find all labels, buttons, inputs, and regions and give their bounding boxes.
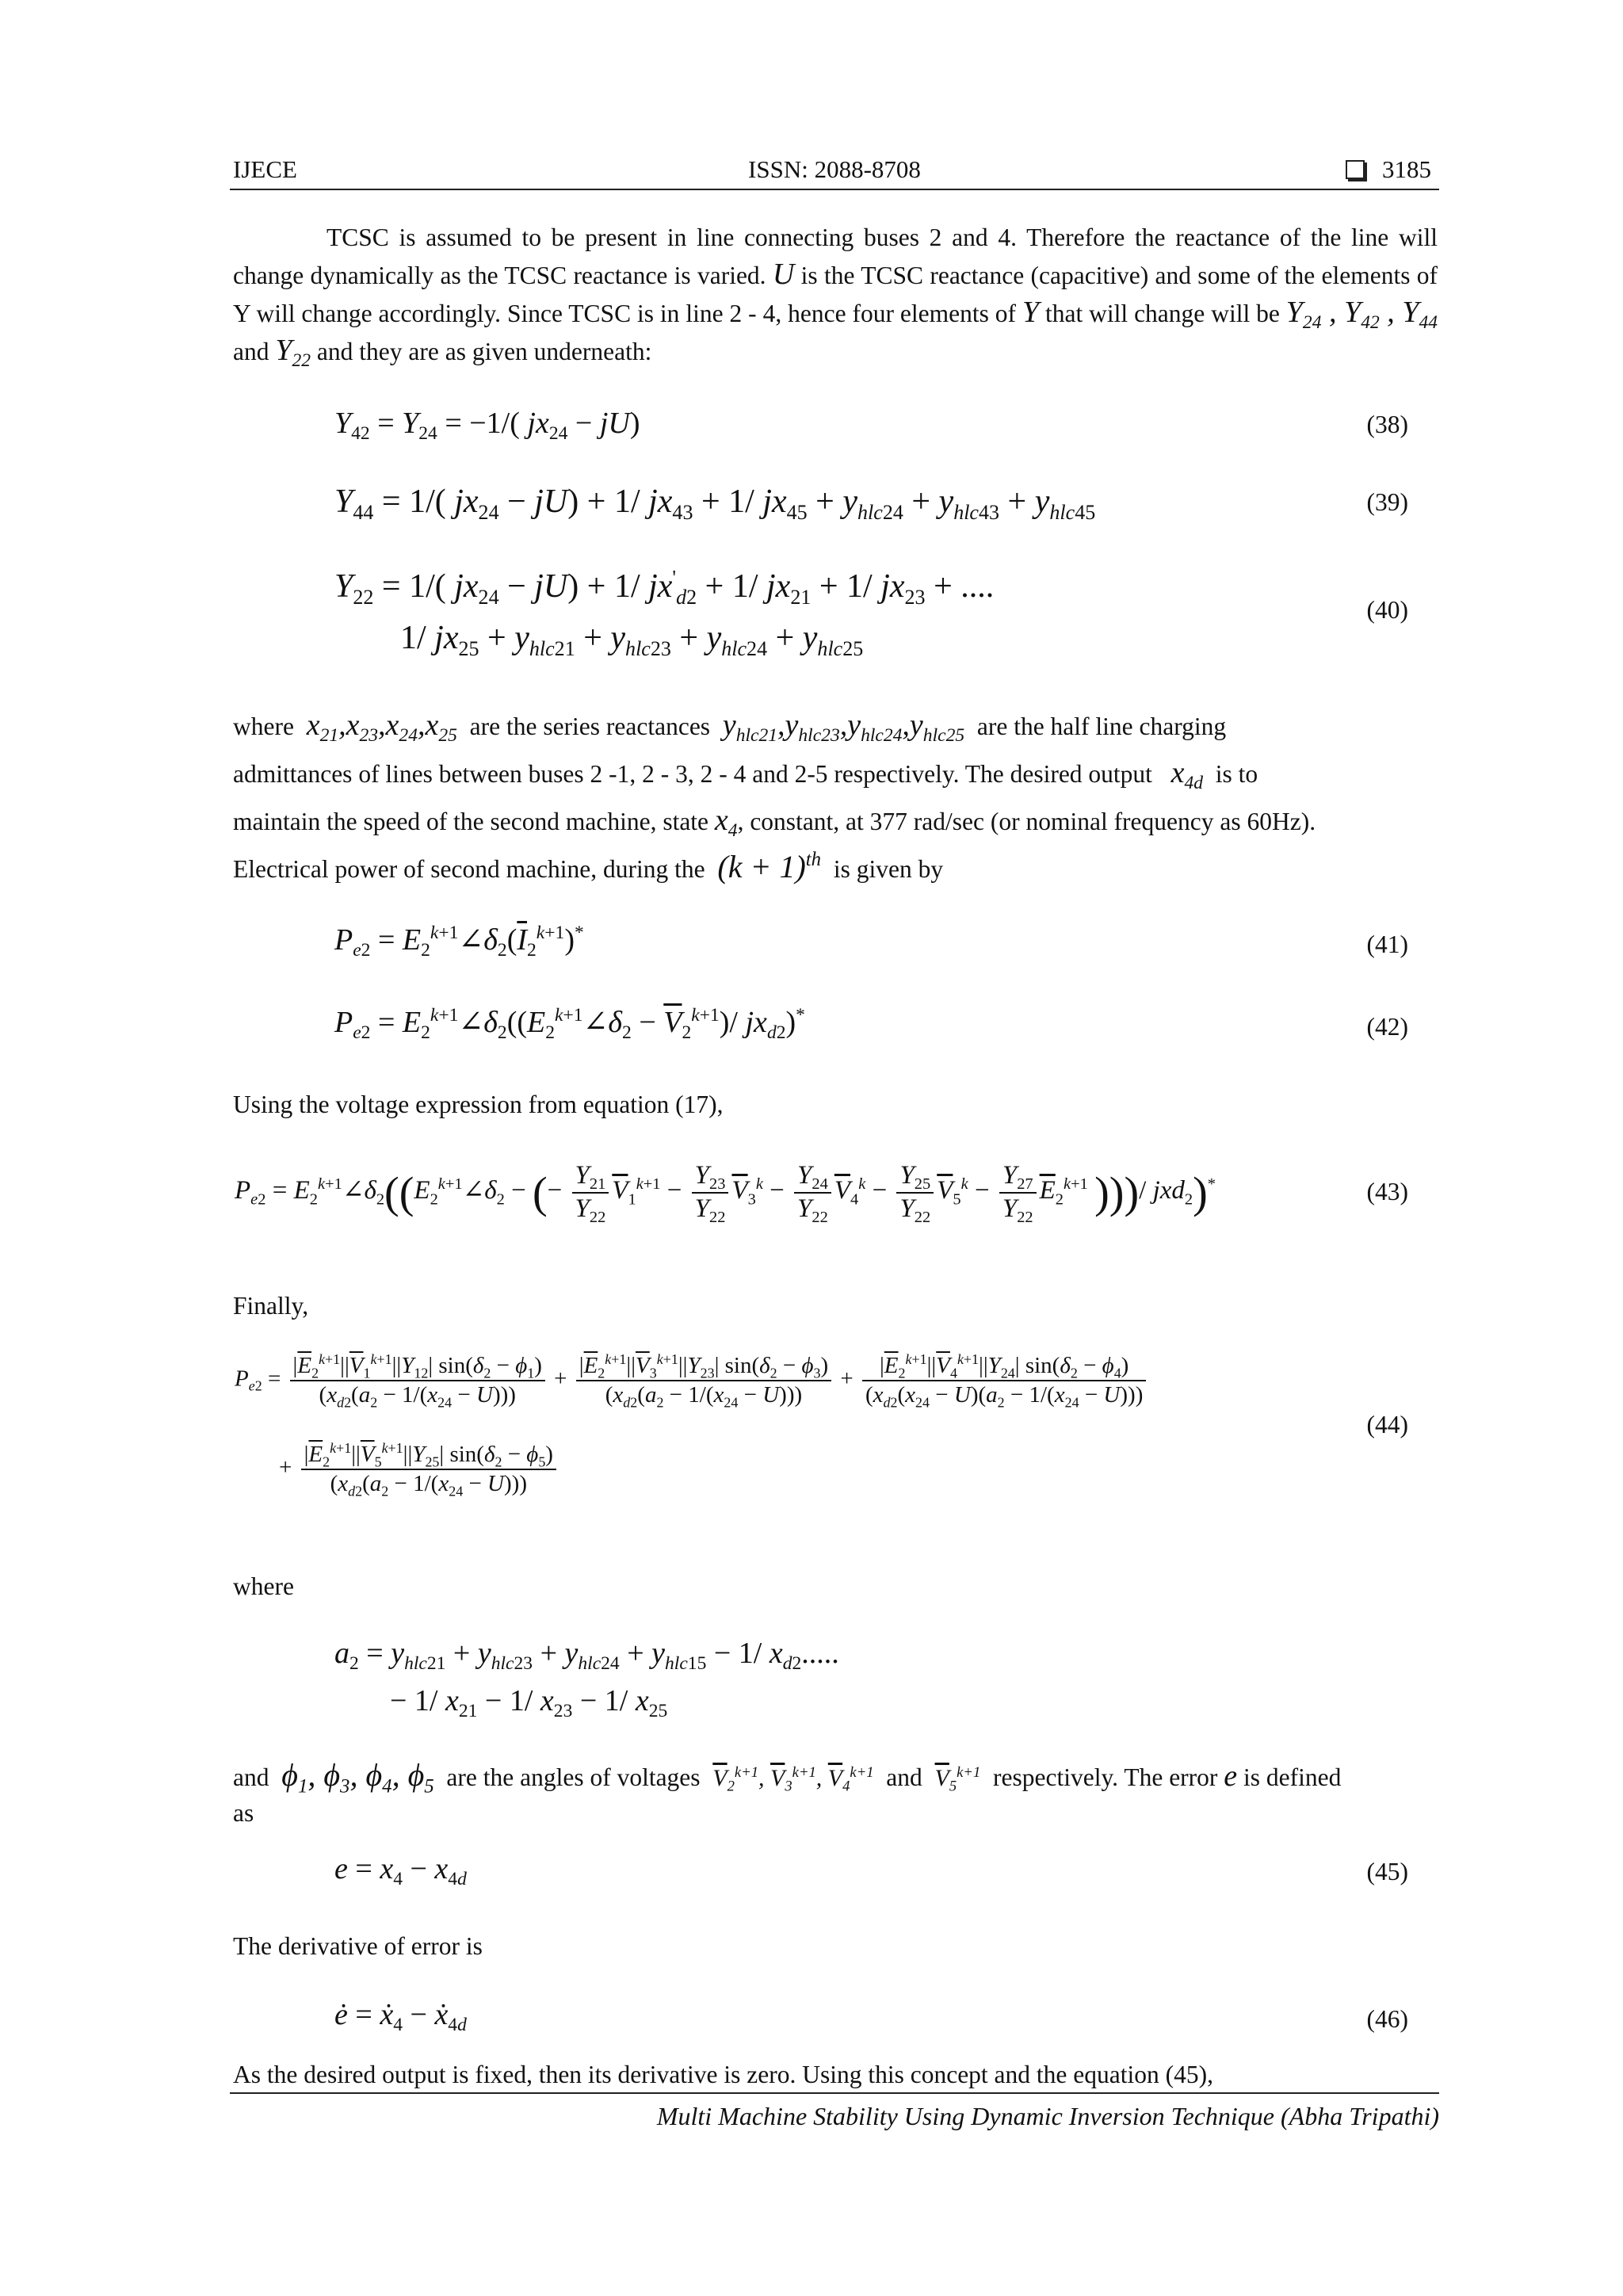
para4-line2: as (233, 1799, 254, 1827)
para1-text-y: that will change will be (1045, 300, 1280, 327)
para1-text: TCSC is assumed to be present in line connecting buses 2 and 4. Therefore the reactance of the line will change dynamically as the TCSC reactance is varied. (233, 223, 1438, 289)
equation-number-38: (38) (1366, 411, 1408, 438)
symbol-y: Y (1022, 296, 1040, 329)
equation-number-44: (44) (1366, 1411, 1408, 1438)
equation-38: $Y_{42} = Y_{24} = -1/$( $jx_{24} - jU$) (334, 407, 640, 445)
equation-40-line1: $Y_{22} = 1/$( $jx_{24} - jU) + 1/$ $jx'_{d2} + 1/$ $jx_{21} + 1/$ $jx_{23}$ + .... (334, 566, 995, 609)
y-elements: $Y_{24}$ , $Y_{42}$ , $Y_{44}$ (1285, 296, 1438, 334)
derivative-text: The derivative of error is (233, 1932, 483, 1960)
where2-text: where (233, 1572, 294, 1600)
para2-line2: admittances of lines between buses 2 -1, 2 - 3, 2 - 4 and 2-5 respectively. The desired output $x_{4d}$ is to (233, 756, 1258, 794)
paragraph-tcsc-intro: TCSC is assumed to be present in line connecting buses 2 and 4. Therefore the reactance of the line will change dynamically as the TCSC reactance is varied. U is the TCSC reactance (capacitive) and some of the elements of Y will change accordingly. Since TCSC is in line 2 - 4, hence four elements of Y that will change will be $Y_{24}$ , $Y_{42}$ , $Y_{44}$ and $Y_{22}$ and they are as given underneath: (233, 223, 1438, 372)
page-number: 3185 (1382, 155, 1431, 183)
symbol-u: U (772, 258, 795, 291)
equation-46: ė = ẋ$_4$ − ẋ$_{4d}$ (334, 1998, 467, 2036)
equation-44-line2: + $\frac{|\overline{E}_2^{k+1}||\overline{V}_5^{k+1}||Y_{25}| \sin(\delta_2 - \phi_5)}{(x_{d2}(a_2 - 1/(x_{24} - U)))}$ (279, 1441, 559, 1498)
equation-a2-line2: − 1/ $x_{21} - 1/$ $x_{23} - 1/$ $x_{25}$ (390, 1684, 668, 1722)
finally-text: Finally, (233, 1292, 309, 1320)
para1-text-end: and they are as given underneath: (316, 338, 652, 365)
equation-number-41: (41) (1366, 930, 1408, 958)
para3: Using the voltage expression from equation (17), (233, 1091, 724, 1118)
checkbox-square-icon (1346, 160, 1365, 179)
equation-43: $P_{e2}$ = $E_2^{k+1}\angle\delta_2((E_2^{k+1}\angle\delta_2$ − (− $\frac{Y_{21}}{Y_{22}}$ $\overline{V}_1^{k+1}$ − $\frac{Y_{23}}{Y_{22}}$ $\overline{V}_3^k$ − $\frac{Y_{24}}{Y_{22}}$ $\overline{V}_4^k$ − $\frac{Y_{25}}{Y_{22}}$ $\overline{V}_5^k$ − $\frac{Y_{27}}{Y_{22}}$ $\overline{E}_2^{k+1}$ )))/ jxd$_2$)* (235, 1161, 1216, 1226)
equation-number-45: (45) (1366, 1858, 1408, 1885)
para1-text-u: is the TCSC reactance (capacitive) and some of the elements of Y will change accordingly. Since TCSC is in line 2 - 4, hence four elements of (233, 262, 1438, 327)
equation-39: $Y_{44} = 1/$( $jx_{24} - jU) + 1/$ $jx_{43} + 1/$ $jx_{45} + y_{hlc24} + y_{hlc43} + y_{hlc45}$ (334, 483, 1096, 525)
equation-42: $P_{e2}$ = $E_2^{k+1}\angle\delta_2((E_2^{k+1}\angle\delta_2 - \overline{V}_2^{k+1})/$ $jx_{d2})^*$ (334, 1004, 805, 1044)
equation-number-39: (39) (1366, 488, 1408, 516)
equation-number-43: (43) (1366, 1178, 1408, 1205)
equation-a2-line1: $a_2 = y_{hlc21} + y_{hlc23} + y_{hlc24} + y_{hlc15} - 1/$ $x_{d2}$..... (334, 1637, 839, 1675)
para2-line4: Electrical power of second machine, during the $(k + 1)^{th}$ is given by (233, 849, 944, 884)
journal-name: IJECE (233, 155, 297, 183)
equation-number-46: (46) (1366, 2005, 1408, 2033)
last-paragraph: As the desired output is fixed, then its derivative is zero. Using this concept and the equation (45), (233, 2061, 1213, 2088)
para2-line3: maintain the speed of the second machine, state $x_4$, constant, at 377 rad/sec (or nominal frequency as 60Hz). (233, 804, 1316, 842)
page-footer (230, 2092, 1439, 2131)
equation-44-line1: $P_{e2}$ = $\frac{|\overline{E}_2^{k+1}||\overline{V}_1^{k+1}||Y_{12}| \sin(\delta_2 - \phi_1)}{(x_{d2}(a_2 - 1/(x_{24} - U)))}$ + $\frac{|\overline{E}_2^{k+1}||\overline{V}_3^{k+1}||Y_{23}| \sin(\delta_2 - \phi_3)}{(x_{d2}(a_2 - 1/(x_{24} - U)))}$ + $\frac{|\overline{E}_2^{k+1}||\overline{V}_4^{k+1}||Y_{24}| \sin(\delta_2 - \phi_4)}{(x_{d2}(x_{24} - U)(a_2 - 1/(x_{24} - U)))}$ (235, 1352, 1149, 1409)
equation-45: $e = x_4 - x_{4d}$ (334, 1852, 467, 1890)
equation-40-line2: 1/ $jx_{25} + y_{hlc21} + y_{hlc23} + y_{hlc24} + y_{hlc25}$ (400, 620, 864, 661)
page-number-wrap (1346, 151, 1431, 189)
page-header (230, 151, 1439, 190)
footer-text: Multi Machine Stability Using Dynamic Inversion Technique (Abha Tripathi) (656, 2102, 1439, 2130)
equation-41: $P_{e2}$ = $E_2^{k+1}\angle\delta_2(\overline{I}_2^{k+1})^*$ (334, 922, 584, 961)
para2-line1: where $x_{21},x_{23},x_{24},x_{25}$ are the series reactances $y_{hlc21},y_{hlc23},y_{hlc24},y_{hlc25}$ are the half line charging (233, 709, 1227, 747)
equation-number-40: (40) (1366, 596, 1408, 624)
issn: ISSN: 2088-8708 (748, 155, 921, 183)
equation-number-42: (42) (1366, 1013, 1408, 1041)
para4-line1: and $\phi_1$, $\phi_3$, $\phi_4$, $\phi_5$ are the angles of voltages $\overline{V}_2^{k+1}$, $\overline{V}_3^{k+1}$, $\overline{V}_4^{k+1}$ and $\overline{V}_5^{k+1}$ respectively. The error e is defined (233, 1757, 1342, 1797)
